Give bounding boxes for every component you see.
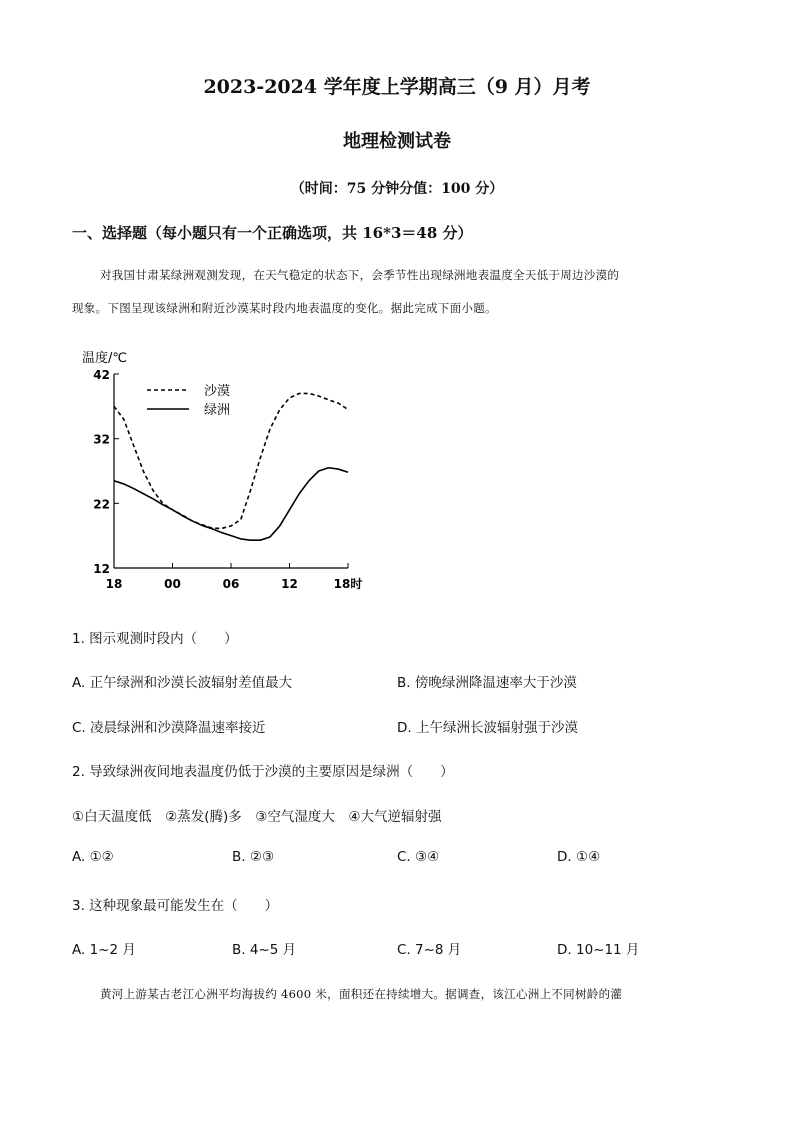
intro-line-1: 对我国甘肃某绿洲观测发现，在天气稳定的状态下，会季节性出现绿洲地表温度全天低于周边沙漠的 xyxy=(100,268,620,282)
q2-option-b[interactable]: B. ②③ xyxy=(232,849,275,865)
y-axis-label: 温度/℃ xyxy=(82,351,127,366)
question-2-stem: 2. 导致绿洲夜间地表温度仍低于沙漠的主要原因是绿洲（ ） xyxy=(72,764,454,780)
y-tick-label: 42 xyxy=(93,368,110,382)
x-tick-label: 18 xyxy=(105,577,123,591)
intro-line-2: 现象。下图呈现该绿洲和附近沙漠某时段内地表温度的变化。据此完成下面小题。 xyxy=(72,301,497,315)
question-3-stem: 3. 这种现象最可能发生在（ ） xyxy=(72,898,279,914)
series-line-desert xyxy=(114,393,348,528)
y-tick-label: 12 xyxy=(93,562,110,576)
y-tick-label: 22 xyxy=(93,497,110,512)
q1-option-c[interactable]: C. 凌晨绿洲和沙漠降温速率接近 xyxy=(72,720,266,736)
x-tick-label: 18时 xyxy=(333,577,363,591)
q2-option-c[interactable]: C. ③④ xyxy=(397,849,440,865)
q3-option-a[interactable]: A. 1~2 月 xyxy=(72,942,136,958)
series-line-oasis xyxy=(114,468,348,540)
q3-option-c[interactable]: C. 7~8 月 xyxy=(397,942,462,958)
exam-subtitle: 地理检测试卷 xyxy=(343,131,451,152)
q3-option-d[interactable]: D. 10~11 月 xyxy=(557,942,640,958)
question-1-stem: 1. 图示观测时段内（ ） xyxy=(72,631,238,647)
intro2-line-1: 黄河上游某古老江心洲平均海拔约 4600 米，面积还在持续增大。据调查，该江心洲上不同树龄的灌 xyxy=(100,987,623,1001)
q1-option-b[interactable]: B. 傍晚绿洲降温速率大于沙漠 xyxy=(397,675,577,691)
time-score-note: （时间：75 分钟分值：100 分） xyxy=(290,181,504,197)
q3-option-b[interactable]: B. 4~5 月 xyxy=(232,942,297,958)
temperature-chart xyxy=(60,340,380,600)
exam-title: 2023-2024 学年度上学期高三（9 月）月考 xyxy=(203,76,591,98)
section-heading: 一、选择题（每小题只有一个正确选项，共 16*3＝48 分） xyxy=(72,224,473,242)
y-tick-label: 32 xyxy=(93,432,110,447)
legend-label: 沙漠 xyxy=(204,384,231,399)
q1-option-d[interactable]: D. 上午绿洲长波辐射强于沙漠 xyxy=(397,720,578,736)
q1-option-a[interactable]: A. 正午绿洲和沙漠长波辐射差值最大 xyxy=(72,675,293,691)
q2-option-a[interactable]: A. ①② xyxy=(72,849,114,865)
x-tick-label: 12 xyxy=(281,577,298,591)
legend-label: 绿洲 xyxy=(204,403,231,418)
q2-option-d[interactable]: D. ①④ xyxy=(557,849,601,865)
x-tick-label: 00 xyxy=(164,577,181,591)
question-2-statements: ①白天温度低 ②蒸发(腾)多 ③空气湿度大 ④大气逆辐射强 xyxy=(72,809,442,825)
x-tick-label: 06 xyxy=(222,577,240,591)
